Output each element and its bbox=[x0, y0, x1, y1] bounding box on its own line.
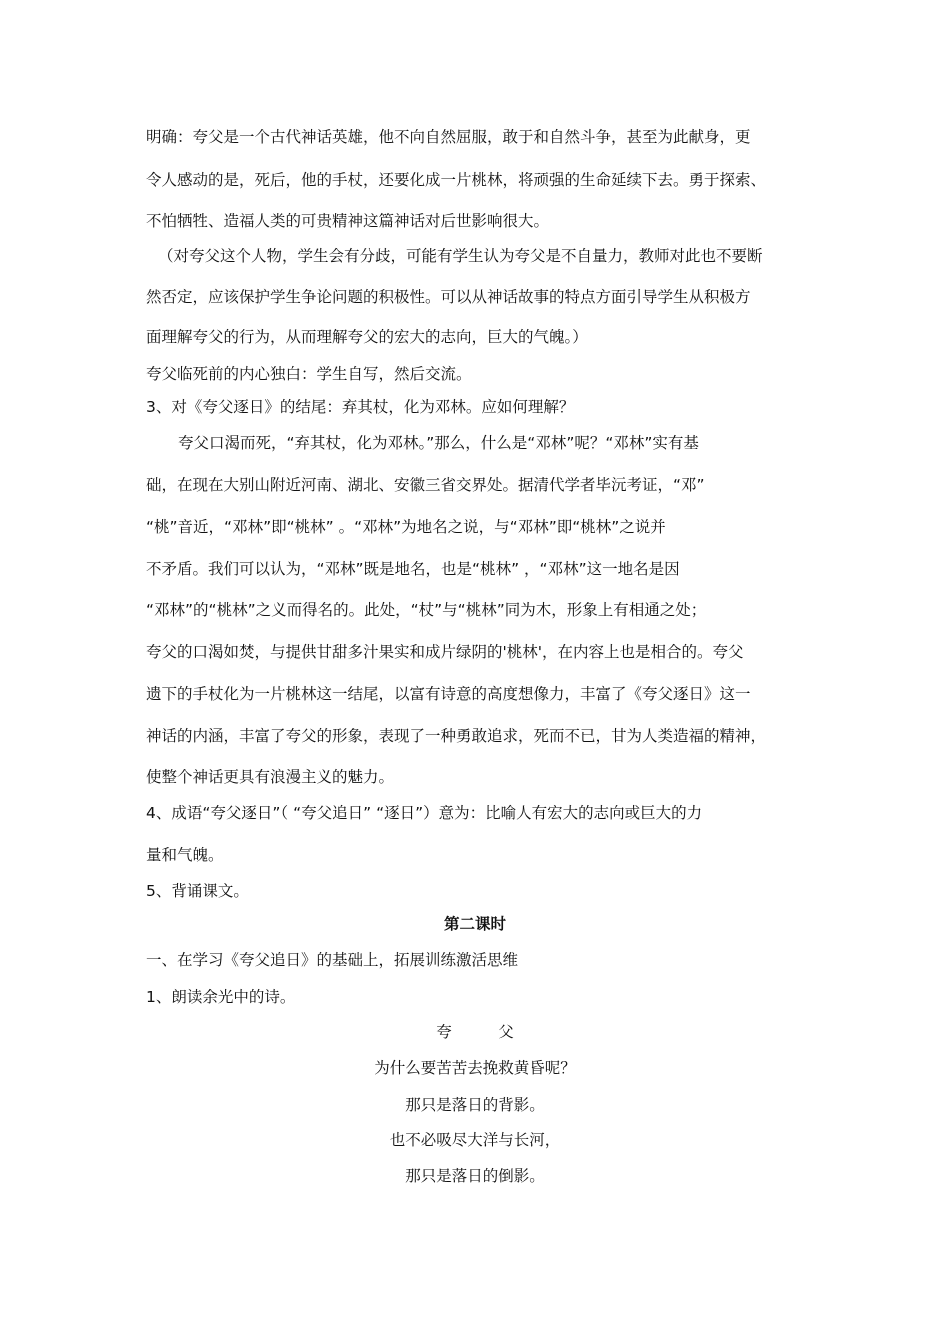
paragraph-line: 量和气魄。 bbox=[146, 846, 224, 864]
paragraph-line: 一、在学习《夸父追日》的基础上，拓展训练激活思维 bbox=[146, 951, 519, 969]
paragraph-line: 4、成语“夸父逐日”（ “夸父追日” “逐日”）意为：比喻人有宏大的志向或巨大的力 bbox=[146, 804, 703, 822]
paragraph-line: 然否定，应该保护学生争论问题的积极性。可以从神话故事的特点方面引导学生从积极方 bbox=[146, 288, 751, 306]
paragraph-line: 面理解夸父的行为，从而理解夸父的宏大的志向，巨大的气魄。） bbox=[146, 328, 588, 346]
paragraph-line: 明确：夸父是一个古代神话英雄，他不向自然屈服，敢于和自然斗争，甚至为此献身，更 bbox=[146, 128, 751, 146]
paragraph-line: （对夸父这个人物，学生会有分歧，可能有学生认为夸父是不自量力，教师对此也不要断 bbox=[158, 247, 763, 265]
paragraph-line: “桃”音近，“邓林”即“桃林” 。“邓林”为地名之说，与“邓林”即“桃林”之说并 bbox=[146, 518, 666, 536]
paragraph-line: 3、对《夸父逐日》的结尾：弃其杖，化为邓林。应如何理解？ bbox=[146, 398, 575, 416]
poem-line: 也不必吸尽大洋与长河， bbox=[389, 1131, 561, 1149]
paragraph-line: 夸父口渴而死，“弃其杖，化为邓林。”那么，什么是“邓林”呢？“邓林”实有基 bbox=[178, 434, 699, 452]
paragraph-line: 5、背诵课文。 bbox=[146, 882, 249, 900]
paragraph-line: 不怕牺牲、造福人类的可贵精神这篇神话对后世影响很大。 bbox=[146, 212, 550, 230]
poem-line: 那只是落日的倒影。 bbox=[405, 1167, 545, 1185]
paragraph-line: 令人感动的是，死后，他的手杖，还要化成一片桃林，将顽强的生命延续下去。勇于探索、 bbox=[146, 171, 767, 189]
paragraph-line: 础，在现在大别山附近河南、湖北、安徽三省交界处。据清代学者毕沅考证，“邓” bbox=[146, 476, 705, 494]
paragraph-line: 神话的内涵，丰富了夸父的形象，表现了一种勇敢追求，死而不已，甘为人类造福的精神， bbox=[146, 727, 767, 745]
poem-line: 为什么要苦苦去挽救黄昏呢？ bbox=[374, 1059, 576, 1077]
paragraph-line: 遗下的手杖化为一片桃林这一结尾，以富有诗意的高度想像力，丰富了《夸父逐日》这一 bbox=[146, 685, 751, 703]
poem-line: 那只是落日的背影。 bbox=[405, 1096, 545, 1114]
section-title: 第二课时 bbox=[443, 915, 506, 933]
paragraph-line: 夸父临死前的内心独白：学生自写，然后交流。 bbox=[146, 365, 472, 383]
paragraph-line: 使整个神话更具有浪漫主义的魅力。 bbox=[146, 768, 395, 786]
paragraph-line: 夸父的口渴如焚，与提供甘甜多汁果实和成片绿阴的'桃林'，在内容上也是相合的。夸父 bbox=[146, 643, 744, 661]
paragraph-line: “邓林”的“桃林”之义而得名的。此处，“杖”与“桃林”同为木，形象上有相通之处； bbox=[146, 601, 707, 619]
paragraph-line: 1、朗读余光中的诗。 bbox=[146, 988, 296, 1006]
paragraph-line: 不矛盾。我们可以认为，“邓林”既是地名，也是“桃林” ，“邓林”这一地名是因 bbox=[146, 560, 680, 578]
poem-title: 夸 父 bbox=[436, 1023, 514, 1041]
